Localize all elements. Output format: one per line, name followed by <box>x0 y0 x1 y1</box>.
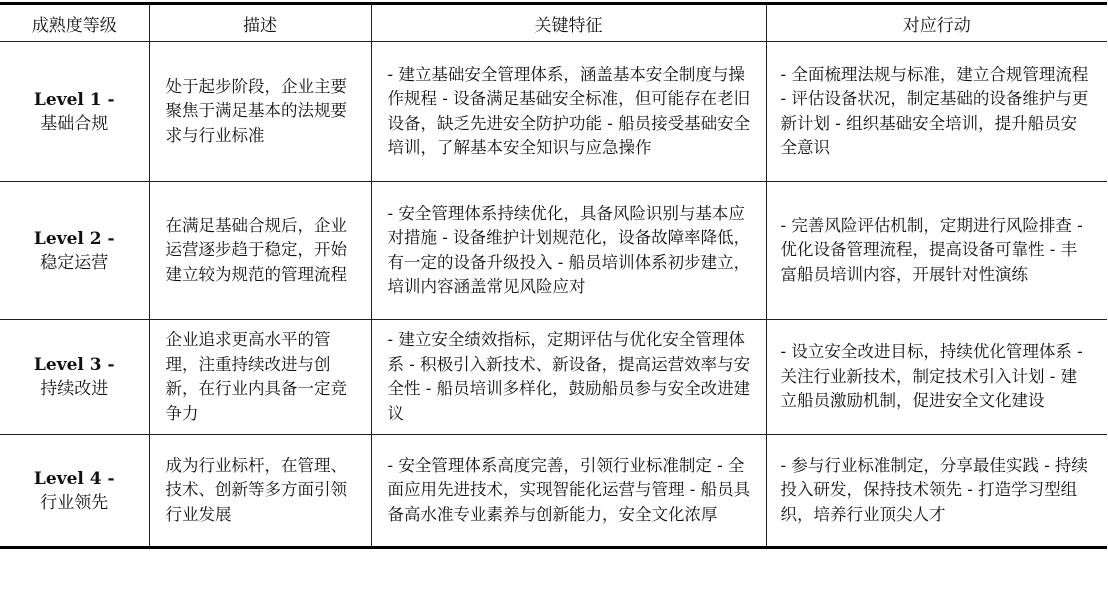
table-row <box>0 182 1107 320</box>
features-cell: - 安全管理体系持续优化，具备风险识别与基本应对措施 - 设备维护计划规范化，设备故障率降低，有一定的设备升级投入 - 船员培训体系初步建立，培训内容涵盖常见风险应对 <box>371 182 766 320</box>
level-name: 稳定运营 <box>40 252 109 273</box>
description-cell: 处于起步阶段，企业主要聚焦于满足基本的法规要求与行业标准 <box>149 42 371 182</box>
header-actions: 对应行动 <box>766 4 1107 42</box>
level-name: 持续改进 <box>40 379 109 399</box>
actions-cell: - 设立安全改进目标，持续优化管理体系 - 关注行业新技术，制定技术引入计划 - 建立船员激励机制，促进安全文化建设 <box>766 320 1107 435</box>
level-cell <box>0 320 149 435</box>
level-name: 基础合规 <box>40 113 109 134</box>
features-cell: - 建立安全绩效指标，定期评估与优化安全管理体系 - 积极引入新技术、新设备，提高运营效率与安全性 - 船员培训多样化，鼓励船员参与安全改进建议 <box>371 320 766 435</box>
actions-cell: - 参与行业标准制定，分享最佳实践 - 持续投入研发，保持技术领先 - 打造学习型组织，培养行业顶尖人才 <box>766 435 1107 548</box>
actions-cell: - 完善风险评估机制，定期进行风险排查 - 优化设备管理流程，提高设备可靠性 - 丰富船员培训内容，开展针对性演练 <box>766 182 1107 320</box>
features-cell: - 安全管理体系高度完善，引领行业标准制定 - 全面应用先进技术，实现智能化运营与管理 - 船员具备高水准专业素养与创新能力，安全文化浓厚 <box>371 435 766 548</box>
actions-cell: - 全面梳理法规与标准，建立合规管理流程 - 评估设备状况，制定基础的设备维护与更新计划 - 组织基础安全培训，提升船员安全意识 <box>766 42 1107 182</box>
level-cell <box>0 435 149 548</box>
level-name: 行业领先 <box>40 492 109 513</box>
level-cell <box>0 42 149 182</box>
description-cell: 在满足基础合规后，企业运营逐步趋于稳定，开始建立较为规范的管理流程 <box>149 182 371 320</box>
table-row <box>0 435 1107 548</box>
level-label: Level 2 - <box>33 228 115 249</box>
table-row <box>0 42 1107 182</box>
header-row <box>0 4 1107 42</box>
level-label: Level 3 - <box>33 355 115 375</box>
header-description: 描述 <box>149 4 371 42</box>
description-cell: 企业追求更高水平的管理，注重持续改进与创新，在行业内具备一定竞争力 <box>149 320 371 435</box>
level-label: Level 1 - <box>33 89 115 110</box>
level-label: Level 4 - <box>33 468 115 489</box>
header-features: 关键特征 <box>371 4 766 42</box>
table-row <box>0 320 1107 435</box>
level-cell <box>0 182 149 320</box>
header-level: 成熟度等级 <box>0 4 149 42</box>
description-cell: 成为行业标杆，在管理、技术、创新等多方面引领行业发展 <box>149 435 371 548</box>
features-cell: - 建立基础安全管理体系，涵盖基本安全制度与操作规程 - 设备满足基础安全标准，但可能存在老旧设备，缺乏先进安全防护功能 - 船员接受基础安全培训，了解基本安全知识与应急操作 <box>371 42 766 182</box>
maturity-table <box>0 2 1107 549</box>
